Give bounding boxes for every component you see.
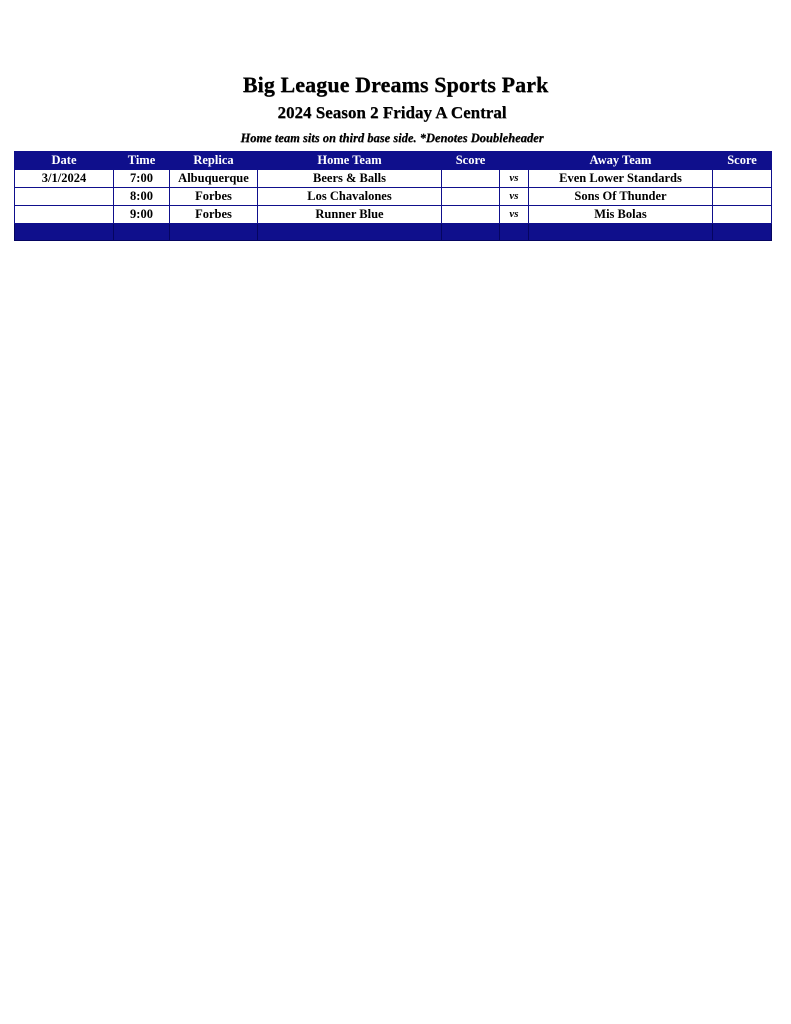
- footer-cell: [442, 224, 500, 241]
- cell-home-team: Runner Blue: [258, 206, 442, 224]
- column-header-away-score: Score: [713, 152, 772, 170]
- footer-cell: [170, 224, 258, 241]
- page-title: Big League Dreams Sports Park: [242, 72, 549, 97]
- footer-cell: [114, 224, 170, 241]
- footer-cell: [258, 224, 442, 241]
- column-header-home-score: Score: [442, 152, 500, 170]
- cell-home-team: Beers & Balls: [258, 170, 442, 188]
- cell-vs: vs: [500, 206, 529, 224]
- cell-away-score: [713, 170, 772, 188]
- cell-away-team: Mis Bolas: [529, 206, 713, 224]
- footer-cell: [713, 224, 772, 241]
- cell-vs: vs: [500, 170, 529, 188]
- footer-cell: [529, 224, 713, 241]
- cell-home-team: Los Chavalones: [258, 188, 442, 206]
- cell-replica: Forbes: [170, 206, 258, 224]
- table-row: [15, 188, 772, 206]
- column-header-home-team: Home Team: [258, 152, 442, 170]
- cell-away-score: [713, 188, 772, 206]
- column-header-vs: [500, 152, 529, 170]
- column-header-away-team: Away Team: [529, 152, 713, 170]
- schedule-table: [14, 151, 772, 241]
- cell-away-team: Sons Of Thunder: [529, 188, 713, 206]
- footer-cell: [500, 224, 529, 241]
- table-footer-row: [15, 224, 772, 241]
- cell-home-score: [442, 170, 500, 188]
- cell-home-score: [442, 206, 500, 224]
- doubleheader-note: Home team sits on third base side. *Denotes Doubleheader: [240, 131, 544, 145]
- column-header-date: Date: [15, 152, 114, 170]
- footer-cell: [15, 224, 114, 241]
- cell-date: [15, 188, 114, 206]
- page-subtitle: 2024 Season 2 Friday A Central: [277, 103, 507, 122]
- column-header-replica: Replica: [170, 152, 258, 170]
- cell-home-score: [442, 188, 500, 206]
- cell-date: 3/1/2024: [15, 170, 114, 188]
- cell-time: 7:00: [114, 170, 170, 188]
- table-row: [15, 170, 772, 188]
- cell-replica: Albuquerque: [170, 170, 258, 188]
- column-header-time: Time: [114, 152, 170, 170]
- cell-time: 8:00: [114, 188, 170, 206]
- table-row: [15, 206, 772, 224]
- table-header-row: [15, 152, 772, 170]
- cell-vs: vs: [500, 188, 529, 206]
- cell-replica: Forbes: [170, 188, 258, 206]
- cell-away-team: Even Lower Standards: [529, 170, 713, 188]
- cell-away-score: [713, 206, 772, 224]
- cell-date: [15, 206, 114, 224]
- cell-time: 9:00: [114, 206, 170, 224]
